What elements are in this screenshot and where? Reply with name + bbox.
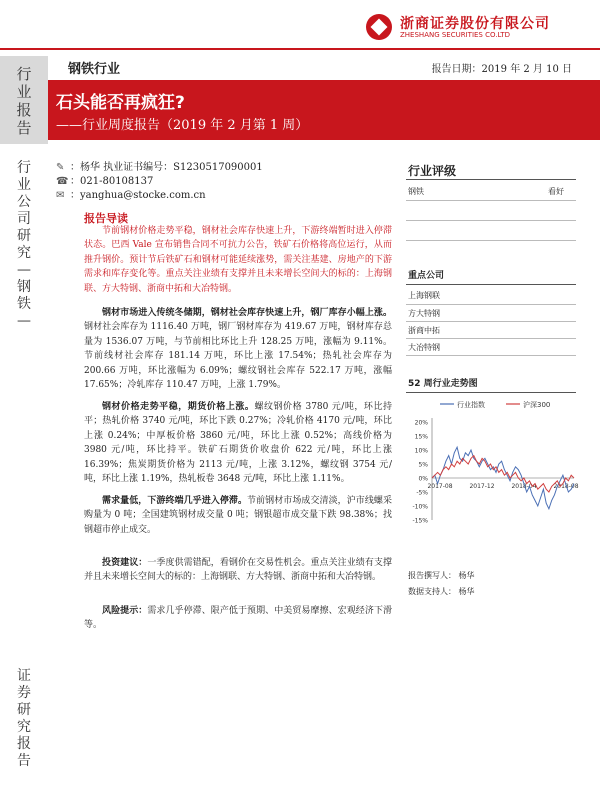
rating-title: 行业评级 — [408, 164, 457, 178]
phone-icon: ☎ — [56, 176, 69, 187]
x-tick-label: 2018-04 — [511, 483, 537, 490]
inventory-lead: 钢材市场进入传统冬储期，钢材社会库存快速上升，钢厂库存小幅上涨。 — [102, 308, 392, 318]
x-tick-label: 2017-08 — [427, 483, 453, 490]
risk-paragraph — [84, 604, 392, 633]
y-tick-label: 5% — [418, 461, 428, 469]
risk-lead: 风险提示： — [102, 606, 148, 616]
company-item: 方大特钢 — [408, 309, 440, 318]
y-tick-label: 20% — [414, 419, 428, 427]
advice-paragraph — [84, 556, 392, 585]
price-lead: 钢材价格走势平稳，期货价格上涨。 — [102, 402, 255, 412]
rating-blank-line-2 — [406, 240, 576, 241]
inventory-paragraph — [84, 306, 392, 392]
company-line-1 — [406, 304, 576, 305]
author-phone: ：021-80108137 — [70, 176, 154, 187]
logo-icon — [366, 14, 392, 40]
y-tick-label: -5% — [416, 489, 428, 497]
demand-paragraph — [84, 494, 392, 537]
rating-blank-line-1 — [406, 220, 576, 221]
company-name-en: ZHESHANG SECURITIES CO.LTD — [400, 31, 511, 39]
rating-value: 看好 — [548, 187, 564, 196]
sidebar-report-type — [0, 56, 48, 144]
author-line — [56, 158, 263, 173]
demand-text: 节前钢材市场成交清淡，沪市线螺采购量为 0 吨；全国建筑钢材成交量 0 吨；钢银超市成交量下跌 98.38%；找钢超市停止成交。 — [84, 496, 392, 535]
page-subtitle: ——行业周度报告（2019 年 2 月第 1 周） — [56, 118, 309, 133]
guide-title: 报告导读 — [84, 212, 128, 225]
legend-label: 行业指数 — [457, 401, 485, 409]
legend-label: 沪深300 — [523, 401, 551, 409]
author-name: ：杨华 执业证书编号：S1230517090001 — [70, 162, 263, 173]
y-tick-label: 10% — [414, 447, 428, 455]
y-tick-label: 0% — [418, 475, 428, 483]
price-paragraph — [84, 400, 392, 486]
companies-title: 重点公司 — [408, 271, 445, 281]
y-tick-label: -10% — [412, 503, 428, 511]
report-date: 报告日期：2019 年 2 月 10 日 — [431, 64, 572, 75]
pen-icon: ✎ — [56, 162, 65, 173]
header-divider — [0, 48, 600, 50]
sidebar-top-label: 行业报告 — [16, 65, 32, 137]
price-text: 螺纹钢价格 3780 元/吨，环比持平；热轧价格 3740 元/吨，环比下跌 0.27%；冷轧价格 4170 元/吨，环比上涨 0.24%；中厚板价格 3860 元/吨，环比上涨 0.52%；高线价格为 3980 元/吨，环比持平。铁矿石期货价收盘价 622 元/吨，环比上涨 16.39%；焦炭期货价格为 2113 元/吨，上涨 3.12%，螺纹钢 3754 元/吨，环比上涨 1.19%，热轧板卷 3648 元/吨，环比上涨 1.11%。 — [84, 402, 392, 485]
y-tick-label: -15% — [412, 517, 428, 525]
demand-lead: 需求量低，下游终端几乎进入停滞。 — [102, 496, 248, 506]
inventory-text: 钢材社会库存为 1116.40 万吨，钢厂钢材库存为 419.67 万吨，钢材库存总量为 1536.07 万吨，与节前相比环比上升 128.25 万吨，涨幅为 9.11%。节前线材社会库存 181.14 万吨，环比上涨 17.54%；热轧社会库存为 200.66 万吨，环比涨幅为 6.09%；螺纹钢社会库存 522.17 万吨，涨幅 17.65%；冷轧库存 110.47 万吨，上涨 1.79%。 — [84, 322, 392, 391]
mail-icon: ✉ — [56, 190, 65, 201]
chart-title: 52 周行业走势图 — [408, 379, 478, 389]
chart-divider — [406, 392, 576, 393]
company-item: 上海钢联 — [408, 291, 440, 300]
rating-divider — [406, 179, 576, 180]
company-line-2 — [406, 321, 576, 322]
data-supporter: 数据支持人： 杨华 — [408, 587, 475, 596]
sidebar-middle-label: 行业公司研究—钢铁— — [17, 160, 31, 329]
company-name-cn: 浙商证券股份有限公司 — [400, 16, 550, 32]
company-line-4 — [406, 355, 576, 356]
author-email[interactable]: ：yanghua@stocke.com.cn — [70, 190, 206, 201]
company-item: 大冶特钢 — [408, 343, 440, 352]
email-line — [56, 186, 206, 201]
risk-text: 需求几乎停滞、限产低于预期、中美贸易摩擦、宏观经济下滑等。 — [84, 606, 392, 631]
companies-divider — [406, 284, 576, 285]
trend-chart — [404, 396, 580, 530]
y-tick-label: 15% — [414, 433, 428, 441]
report-writer: 报告撰写人： 杨华 — [408, 571, 475, 580]
rating-sector: 钢铁 — [408, 187, 424, 196]
company-item: 浙商中拓 — [408, 326, 440, 335]
advice-lead: 投资建议： — [102, 558, 148, 568]
advice-text: 一季度供需错配，看钢价在交易性机会。重点关注业绩有支撑并且未来增长空间大的标的：上海钢联、方大特钢、浙商中拓和大冶特钢。 — [84, 558, 392, 583]
phone-line — [56, 172, 153, 187]
sidebar-bottom-label: 证券研究报告 — [17, 668, 31, 769]
x-tick-label: 2017-12 — [469, 483, 495, 490]
page-title: 石头能否再疯狂? — [56, 93, 185, 113]
sector-label: 钢铁行业 — [68, 62, 121, 77]
company-line-3 — [406, 338, 576, 339]
guide-paragraph: 节前钢材价格走势平稳，钢材社会库存快速上升，下游终端暂时进入停滞状态。巴西 Vale 宣布销售合同不可抗力公告，铁矿石价格将高位运行，从而推升钢价。预计节后铁矿石和钢材可能延续涨势，需关注基建、房地产的下游需求和库存变化等。重点关注业绩有支撑并且未来增长空间大的标的：上海钢联、方大特钢、浙商中拓和大冶特钢。 — [84, 226, 392, 294]
rating-row-line — [406, 200, 576, 201]
x-tick-label: 2018-08 — [553, 483, 579, 490]
